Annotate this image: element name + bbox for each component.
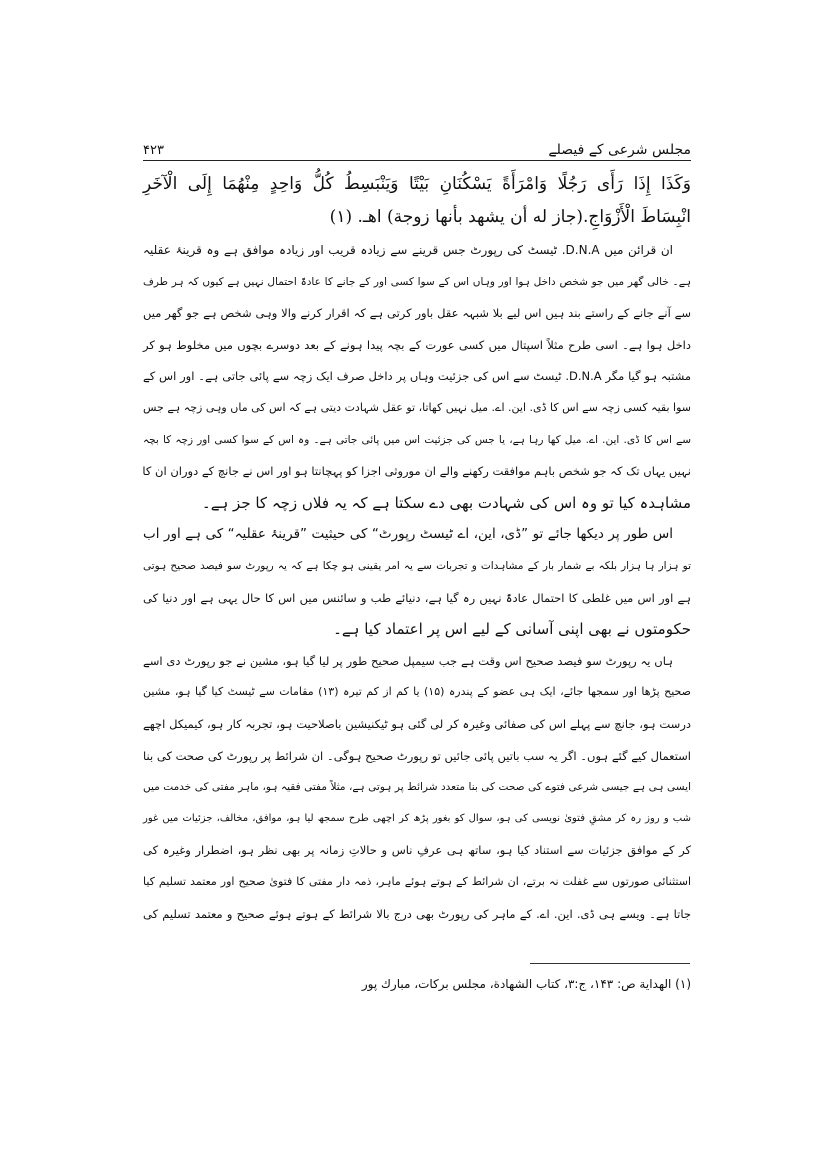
body-line: ہے اور اس میں غلطی کا احتمال عادۃً نہیں رہ گیا ہے، دنیائے طب و سائنس میں اس کا حال یہی ہے اور دنیا کی bbox=[143, 590, 691, 605]
page-number: ۴۲۳ bbox=[143, 143, 164, 158]
body-line: نہیں یہاں تک کہ جو شخص باہم موافقت رکھنے والے ان موروثی اجزا کو پہچانتا ہو اور اس نے جانچ کے دوران ان کا bbox=[142, 464, 691, 479]
body-line: ہے۔ خالی گھر میں جو شخص داخل ہوا اور وہاں اس کے سوا کسی اور کے جانے کا عادۃً احتمال نہیں ہے کیوں کہ ہر طرف bbox=[143, 275, 691, 288]
body-line: مشاہدہ کیا تو وہ اس کی شہادت بھی دے سکتا ہے کہ یہ فلاں زچہ کا جز ہے۔ bbox=[201, 493, 691, 512]
arabic-quote-line: انْبِسَاطَ الْأَزْوَاجِ.(جاز له أن يشهد بأنها زوجة) اهـ. (۱) bbox=[329, 207, 691, 227]
header-title: مجلس شرعی کے فیصلے bbox=[548, 142, 691, 158]
body-line: درست ہو، جانچ سے پہلے اس کی صفائی وغیرہ کر لی گئی ہو ٹیکنیشین باصلاحیت ہو، تجربہ کار ہو، کیمیکل اچھے bbox=[143, 717, 691, 731]
body-line: تو ہزار ہا ہزار بلکہ بے شمار بار کے مشاہدات و تجربات سے یہ امر یقینی ہو چکا ہے کہ یہ رپورٹ سو فیصد صحیح ہوتی bbox=[143, 560, 691, 572]
body-line: مشتبہ ہو گیا مگر D.N.A. ٹیسٹ سے اس کی جزئیت وہاں پر داخل صرف ایک زچہ سے پائی جاتی ہے۔ اور اس کے bbox=[143, 369, 691, 384]
body-line: صحیح پڑھا اور سمجھا جائے، ایک ہی عضو کے پندرہ (۱۵) یا کم از کم تیرہ (۱۳) مقامات سے ٹیسٹ کیا گیا ہو، مشین bbox=[143, 685, 691, 699]
body-line: ایسی ہی ہے جیسی شرعی فتوے کی صحت کی بنا متعدد شرائط پر ہوتی ہے، مثلاً مفتی فقیہ ہو، ماہر مفتی کی خدمت میں bbox=[143, 781, 691, 794]
body-line: سے اس کا ڈی. این. اے. میل کھا رہا ہے، یا جس کی جزئیت اس میں پائی جاتی ہے۔ وہ اس کے سوا کسی اور زچہ کا بچہ bbox=[143, 433, 691, 446]
body-line: سے آنے جانے کے راستے بند ہیں اس لیے بلا شبہہ عقل باور کرتی ہے کہ اقرار کرنے والا وہی شخص ہے جو گھر میں bbox=[143, 306, 691, 321]
body-line: جاتا ہے۔ ویسے ہی ڈی. این. اے. کے ماہر کی رپورٹ بھی درج بالا شرائط کے ہوتے ہوئے صحیح و معتمد تسلیم کی bbox=[143, 906, 691, 921]
body-line: ہاں یہ رپورٹ سو فیصد صحیح اس وقت ہے جب سیمپل صحیح طور پر لیا گیا ہو، مشین نے جو رپورٹ دی اسے bbox=[143, 653, 673, 668]
footnote-divider bbox=[530, 963, 690, 964]
body-line: داخل ہوا ہے۔ اسی طرح مثلاً اسپتال میں کسی عورت کے بچہ پیدا ہونے کے بعد دوسرے بچوں میں مخلوط ہو کر bbox=[143, 337, 691, 352]
arabic-quote-line: وَكَذَا إِذَا رَأَى رَجُلًا وَامْرَأَةً يَسْكُنَانِ بَيْتًا وَيَنْبَسِطُ كُلُّ وَاحِدٍ مِنْهُمَا إِلَى الْآخَرِ bbox=[143, 174, 691, 194]
body-line: شب و روز رہ کر مشقِ فتویٰ نویسی کی ہو، سوال کو بغور پڑھ کر اچھی طرح سمجھ لیا ہو، موافق، مخالف، جزئیات میں غور bbox=[143, 812, 691, 824]
body-line: استعمال کیے گئے ہوں۔ اگر یہ سب باتیں پائی جائیں تو رپورٹ صحیح ہوگی۔ ان شرائط پر رپورٹ کی صحت کی بنا bbox=[143, 748, 691, 763]
body-line: حکومتوں نے بھی اپنی آسانی کے لیے اس پر اعتماد کیا ہے۔ bbox=[333, 620, 691, 639]
body-line: اس طور پر دیکھا جائے تو ”ڈی، این، اے ٹیسٹ رپورٹ“ کی حیثیت ”قرینۂ عقلیہ“ کی ہے اور اب bbox=[143, 526, 673, 543]
body-line: استثنائی صورتوں سے غفلت نہ برتے، ان شرائط کے ہوتے ہوئے ماہر، ذمہ دار مفتی کا فتویٰ صحیح اور معتمد تسلیم کیا bbox=[143, 875, 691, 888]
footnote: (۱) الهداية ص: ۱۴۳، ج:۳، كتاب الشهادة، مجلس بركات، مبارك پور bbox=[361, 977, 691, 991]
running-header bbox=[143, 138, 691, 161]
body-line: کر کے موافق جزئیات سے استناد کیا ہو، ساتھ ہی عرفِ ناس و حالاتِ زمانہ پر بھی نظر ہو، اضطرار وغیرہ کی bbox=[143, 843, 691, 858]
body-line: ان قرائن میں D.N.A. ٹیسٹ کی رپورٹ جس قرینے سے زیادہ قریب اور زیادہ موافق ہے وہ قرینۂ عقلیہ bbox=[143, 243, 673, 257]
body-line: سوا بقیہ کسی زچہ سے اس کا ڈی. این. اے. میل نہیں کھاتا، تو عقل شہادت دیتی ہے کہ اس کی ماں وہی زچہ ہے جس bbox=[143, 401, 691, 414]
